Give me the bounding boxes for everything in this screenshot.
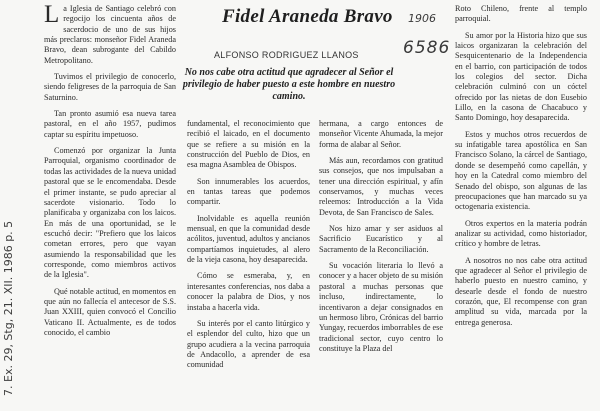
handwritten-year: 1906 xyxy=(408,12,436,25)
paragraph: fundamental, el reconocimiento que recibió el laicado, en el documento que se refiere a su misión en la construcción del Pueblo de Dios, en esa magna Asamblea de Obispos. xyxy=(187,119,310,170)
paragraph: Comenzó por organizar la Junta Parroquial, organismo coordinador de todas las actividades de la nueva unidad pastoral que se le encomendaba. Desde el primer instante, se pudo apreciar al sacerdote visionario. Todo lo planificaba y organizaba con los laicos. En más de una oportunidad, se le escuchó decir: "Prefiero que los laicos cometan errores, pero que vayan asumiendo la responsabilidad que les corresponde, como miembros activos de la Iglesia". xyxy=(44,146,176,280)
article-lead: No nos cabe otra actitud que agradecer al Señor el privilegio de haber puesto a este hombre en nuestro camino. xyxy=(182,67,396,102)
paragraph: La Iglesia de Santiago celebró con regocijo los cincuenta años de sacerdocio de uno de sus hijos más preclaros: monseñor Fidel Araneda Bravo, dean subrogante del Cabildo Metropolitano. xyxy=(44,1,176,65)
paragraph: hermana, a cargo entonces de monseñor Vicente Ahumada, la mejor forma de alabar al Señor. xyxy=(319,119,443,149)
column-2 xyxy=(187,119,310,377)
margin-note-text: 7. Ex. 29, Stg, 21. XII. 1986 p. 5 xyxy=(2,220,15,396)
paragraph: Su vocación literaria lo llevó a conocer y a hacer objeto de su misión pastoral a muchas personas que incluso, indirectamente, lo incentivaron a dejar consignados en un hermoso libro, Crónicas del barrio Yungay, recuerdos imborrables de ese tradicional sector, cuyo centro lo constituye la Plaza del xyxy=(319,261,443,353)
paragraph: Más aun, recordamos con gratitud sus consejos, que nos impulsaban a tener una dirección espiritual, y afín conservamos, y muchas veces releemos: Introducción a la Vida Devota, de San Francisco de Sales. xyxy=(319,156,443,217)
paragraph: Otros expertos en la materia podrán analizar su actividad, como historiador, crítico y hombre de letras. xyxy=(455,218,587,249)
paragraph: Inolvidable es aquella reunión mensual, en que la comunidad desde acólitos, juventud, adultos y ancianos compartíamos inquietudes, al alero de la vieja casona, hoy desaparecida. xyxy=(187,213,310,265)
handwritten-number: 6586 xyxy=(403,38,451,58)
drop-cap: L xyxy=(44,1,60,28)
column-4 xyxy=(455,4,587,334)
paragraph: A nosotros no nos cabe otra actitud que agradecer al Señor el privilegio de haberlo puesto en nuestro camino, y desearle desde el fondo de nuestro corazón, que, El recompense con gran amplitud su vida, marcada por la entrega generosa. xyxy=(455,255,587,327)
paragraph: Tuvimos el privilegio de conocerlo, siendo feligreses de la parroquia de San Saturnino. xyxy=(44,72,176,102)
article-title: Fidel Araneda Bravo xyxy=(222,6,393,27)
handwritten-margin-note xyxy=(2,26,20,406)
paragraph: Su interés por el canto litúrgico y el esplendor del culto, hizo que un grupo acudiera a la vecina parroquia de Andacollo, a aprender de esa comunidad xyxy=(187,318,310,370)
paragraph: Roto Chileno, frente al templo parroquial. xyxy=(455,4,587,24)
paragraph: Su amor por la Historia hizo que sus laicos organizaran la celebración del Sesquicentenario de la Independencia en el barrio, con participación de todos los colegios del sector. Dicha celebración culminó con un cóctel ofrecido por las nietas de don Eusebio Lillo, en la casona de Chacabuco y Santo Domingo, hoy desaparecida. xyxy=(455,30,587,123)
paragraph: Son innumerables los acuerdos, en tantas tareas que podemos compartir. xyxy=(187,176,310,207)
paragraph: Tan pronto asumió esa nueva tarea pastoral, en el año 1957, pudimos captar su espíritu impetuoso. xyxy=(44,109,176,139)
paragraph: Cómo se esmeraba, y, en interesantes conferencias, nos daba a conocer la palabra de Dios, y nos instaba a hacerla vida. xyxy=(187,271,310,312)
column-3 xyxy=(319,119,443,360)
paragraph: Qué notable actitud, en momentos en que aún no fallecía el antecesor de S.S. Juan XXIII, quien convocó el Concilio Vaticano II. Actualmente, es de todos conocido, el cambio xyxy=(44,286,176,337)
paragraph: Estos y muchos otros recuerdos de su infatigable tarea apostólica en San Francisco Solano, la cárcel de Santiago, donde se desempeñó como capellán, y hoy en la Catedral como miembro del Senado del obispo, son algunas de las preocupaciones que han marcado su ya octogenaria existencia. xyxy=(455,129,587,212)
column-1 xyxy=(44,1,176,344)
article-byline: ALFONSO RODRIGUEZ LLANOS xyxy=(214,50,359,60)
paragraph: Nos hizo amar y ser asiduos al Sacrificio Eucarístico y al Sacramento de la Reconciliación. xyxy=(319,224,443,254)
